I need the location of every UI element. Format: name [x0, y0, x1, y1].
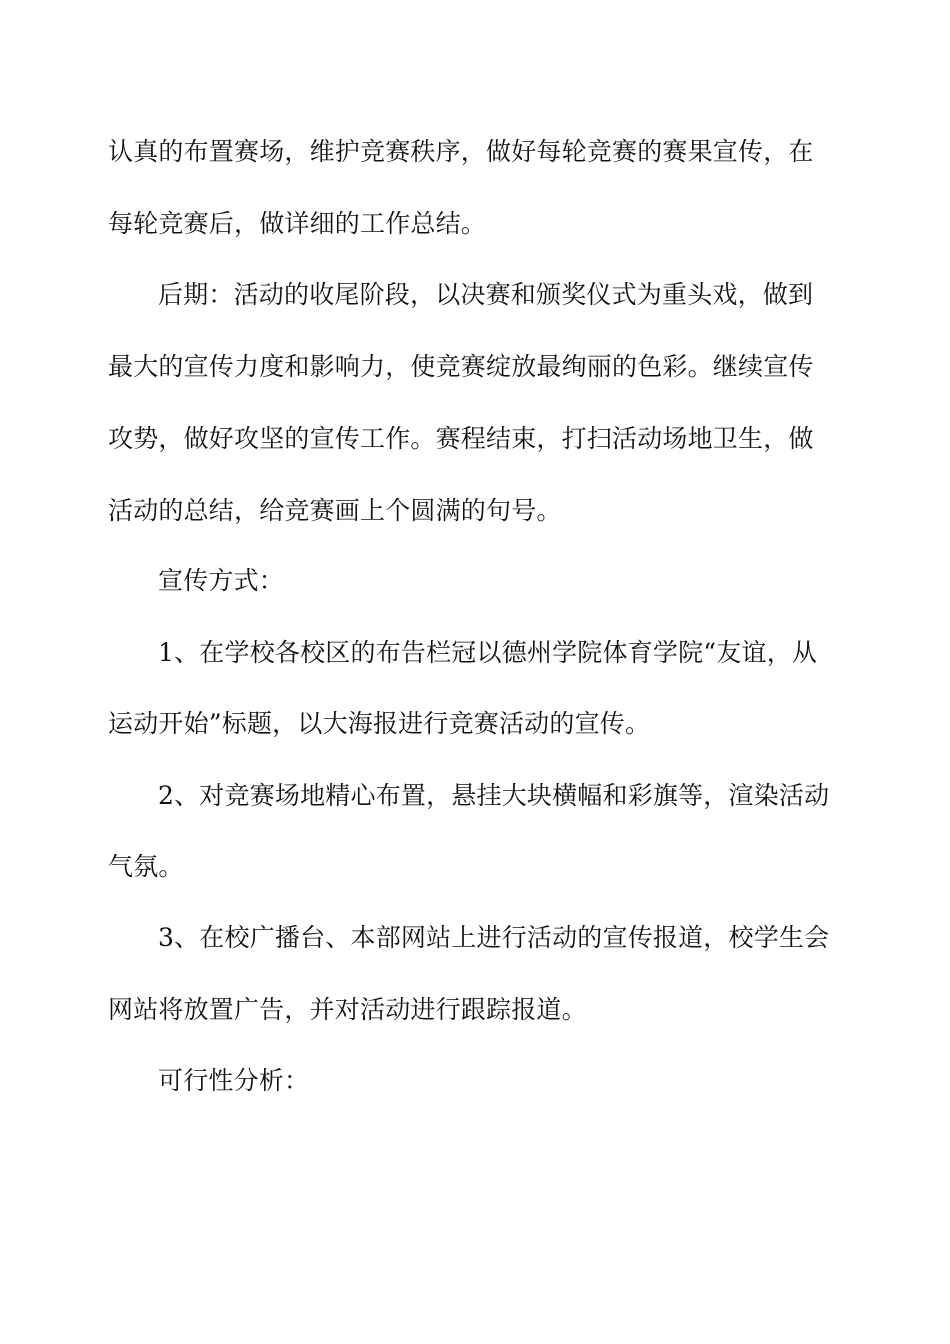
list-item-1: 1、在学校各校区的布告栏冠以德州学院体育学院“友谊，从	[158, 638, 818, 667]
text-line-1: 认真的布置赛场，维护竞赛秩序，做好每轮竞赛的赛果宣传，在	[108, 137, 814, 166]
text-line-9: 运动开始”标题，以大海报进行竞赛活动的宣传。	[108, 709, 651, 738]
text-line-6: 活动的总结，给竞赛画上个圆满的句号。	[108, 496, 562, 525]
heading-feasibility-analysis: 可行性分析：	[158, 1066, 310, 1095]
heading-publicity-methods: 宣传方式：	[158, 566, 285, 595]
list-item-3: 3、在校广播台、本部网站上进行活动的宣传报道，校学生会	[158, 923, 830, 952]
text-line-2: 每轮竞赛后，做详细的工作总结。	[108, 209, 487, 238]
paragraph-late-stage: 后期：活动的收尾阶段，以决赛和颁奖仪式为重头戏，做到	[158, 280, 814, 309]
list-item-2: 2、对竞赛场地精心布置，悬挂大块横幅和彩旗等，渲染活动	[158, 781, 830, 810]
text-line-13: 网站将放置广告，并对活动进行跟踪报道。	[108, 995, 587, 1024]
text-line-4: 最大的宣传力度和影响力，使竞赛绽放最绚丽的色彩。继续宣传	[108, 352, 814, 381]
text-line-5: 攻势，做好攻坚的宣传工作。赛程结束，打扫活动场地卫生，做	[108, 424, 814, 453]
text-line-11: 气氛。	[108, 852, 184, 881]
